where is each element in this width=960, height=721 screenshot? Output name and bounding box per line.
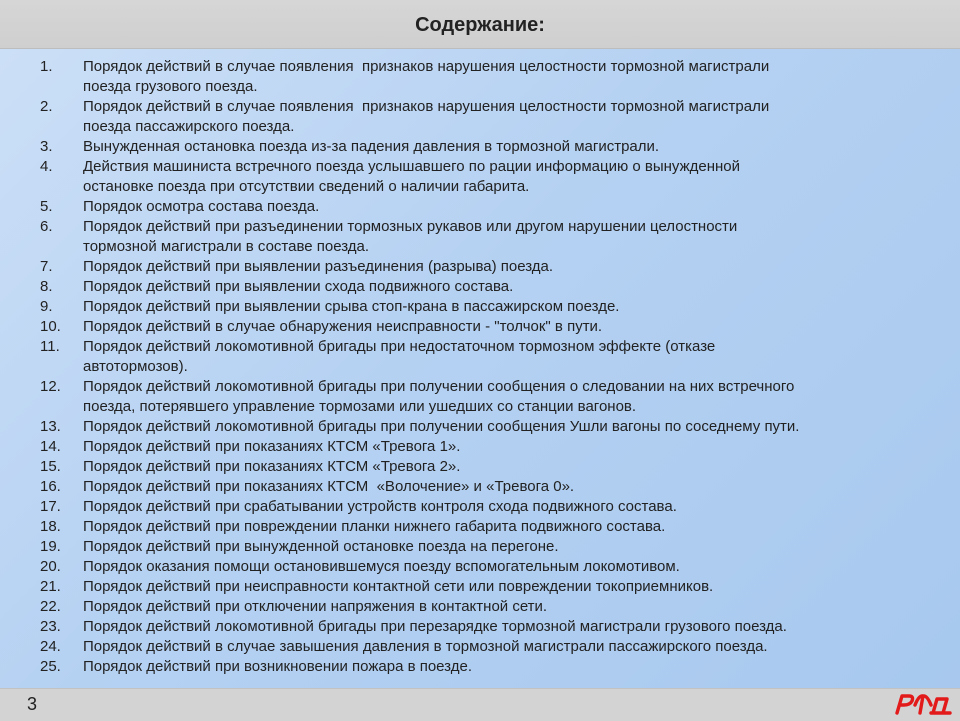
contents-item bbox=[40, 157, 950, 197]
contents-item bbox=[40, 137, 950, 157]
contents-item bbox=[40, 197, 950, 217]
item-text: Порядок действий при вынужденной остановке поезда на перегоне. bbox=[83, 538, 559, 555]
item-number: 8. bbox=[40, 278, 53, 295]
item-number: 12. bbox=[40, 378, 61, 395]
item-text: Порядок действий при показаниях КТСМ «Тревога 1». bbox=[83, 438, 461, 455]
item-text: Порядок действий в случае появления признаков нарушения целостности тормозной магистрали поезда грузового поезда. bbox=[83, 58, 770, 95]
item-number: 1. bbox=[40, 58, 53, 75]
rzd-logo bbox=[893, 691, 955, 717]
item-number: 19. bbox=[40, 538, 61, 555]
contents-item bbox=[40, 577, 950, 597]
item-text: Порядок действий при показаниях КТСМ «Тревога 2». bbox=[83, 458, 461, 475]
item-text: Порядок действий при срабатывании устройств контроля схода подвижного состава. bbox=[83, 498, 677, 515]
contents-item bbox=[40, 557, 950, 577]
item-number: 20. bbox=[40, 558, 61, 575]
item-number: 6. bbox=[40, 218, 53, 235]
item-number: 9. bbox=[40, 298, 53, 315]
item-text: Порядок действий при повреждении планки нижнего габарита подвижного состава. bbox=[83, 518, 666, 535]
contents-item bbox=[40, 457, 950, 477]
item-number: 22. bbox=[40, 598, 61, 615]
contents-item bbox=[40, 617, 950, 637]
item-text: Порядок оказания помощи остановившемуся поезду вспомогательным локомотивом. bbox=[83, 558, 680, 575]
item-number: 17. bbox=[40, 498, 61, 515]
item-text: Порядок действий при выявлении срыва стоп-крана в пассажирском поезде. bbox=[83, 298, 620, 315]
item-number: 16. bbox=[40, 478, 61, 495]
contents-item bbox=[40, 97, 950, 137]
item-text: Порядок действий при отключении напряжения в контактной сети. bbox=[83, 598, 548, 615]
item-text: Порядок действий локомотивной бригады при недостаточном тормозном эффекте (отказе автотормозов). bbox=[83, 338, 716, 375]
contents-item bbox=[40, 517, 950, 537]
item-text: Порядок действий при неисправности контактной сети или повреждении токоприемников. bbox=[83, 578, 714, 595]
contents-item bbox=[40, 637, 950, 657]
contents-item bbox=[40, 217, 950, 257]
item-number: 14. bbox=[40, 438, 61, 455]
contents-item bbox=[40, 277, 950, 297]
item-text: Порядок действий локомотивной бригады при перезарядке тормозной магистрали грузового поезда. bbox=[83, 618, 787, 635]
item-text: Порядок действий в случае обнаружения неисправности - "толчок" в пути. bbox=[83, 318, 603, 335]
item-text: Порядок действий локомотивной бригады при получении сообщения Ушли вагоны по соседнему пути. bbox=[83, 418, 800, 435]
item-number: 13. bbox=[40, 418, 61, 435]
item-number: 24. bbox=[40, 638, 61, 655]
item-number: 11. bbox=[40, 338, 60, 355]
item-text: Порядок действий при возникновении пожара в поезде. bbox=[83, 658, 472, 675]
item-text: Действия машиниста встречного поезда услышавшего по рации информацию о вынужденной остановке поезда при отсутствии сведений о наличии габарита. bbox=[83, 158, 740, 195]
page-title: Содержание: bbox=[415, 14, 545, 36]
item-text: Порядок действий при показаниях КТСМ «Волочение» и «Тревога 0». bbox=[83, 478, 575, 495]
item-text: Порядок осмотра состава поезда. bbox=[83, 198, 320, 215]
item-number: 25. bbox=[40, 658, 61, 675]
header-bar bbox=[0, 0, 960, 49]
contents-item bbox=[40, 657, 950, 677]
contents-item bbox=[40, 57, 950, 97]
item-number: 15. bbox=[40, 458, 61, 475]
contents-item bbox=[40, 497, 950, 517]
contents-item bbox=[40, 597, 950, 617]
contents-item bbox=[40, 337, 950, 377]
item-number: 7. bbox=[40, 258, 53, 275]
item-text: Порядок действий при выявлении схода подвижного состава. bbox=[83, 278, 514, 295]
item-number: 5. bbox=[40, 198, 53, 215]
contents-item bbox=[40, 377, 950, 417]
item-number: 21. bbox=[40, 578, 61, 595]
contents-item bbox=[40, 537, 950, 557]
item-number: 4. bbox=[40, 158, 53, 175]
contents-list bbox=[40, 57, 950, 677]
item-text: Порядок действий в случае появления признаков нарушения целостности тормозной магистрали поезда пассажирского поезда. bbox=[83, 98, 770, 135]
item-text: Порядок действий при разъединении тормозных рукавов или другом нарушении целостности тормозной магистрали в составе поезда. bbox=[83, 218, 738, 255]
item-text: Порядок действий в случае завышения давления в тормозной магистрали пассажирского поезда. bbox=[83, 638, 768, 655]
contents-item bbox=[40, 477, 950, 497]
contents-item bbox=[40, 257, 950, 277]
item-text: Порядок действий локомотивной бригады при получении сообщения о следовании на них встречного поезда, потерявшего управление тормозами или ушедших со станции вагонов. bbox=[83, 378, 795, 415]
item-number: 3. bbox=[40, 138, 53, 155]
page-number: 3 bbox=[27, 694, 38, 714]
contents-item bbox=[40, 437, 950, 457]
item-number: 10. bbox=[40, 318, 61, 335]
item-number: 23. bbox=[40, 618, 61, 635]
contents-item bbox=[40, 317, 950, 337]
contents-item bbox=[40, 297, 950, 317]
footer-bar bbox=[0, 688, 960, 721]
contents-item bbox=[40, 417, 950, 437]
item-number: 18. bbox=[40, 518, 61, 535]
item-text: Порядок действий при выявлении разъединения (разрыва) поезда. bbox=[83, 258, 554, 275]
item-number: 2. bbox=[40, 98, 53, 115]
item-text: Вынужденная остановка поезда из-за падения давления в тормозной магистрали. bbox=[83, 138, 660, 155]
